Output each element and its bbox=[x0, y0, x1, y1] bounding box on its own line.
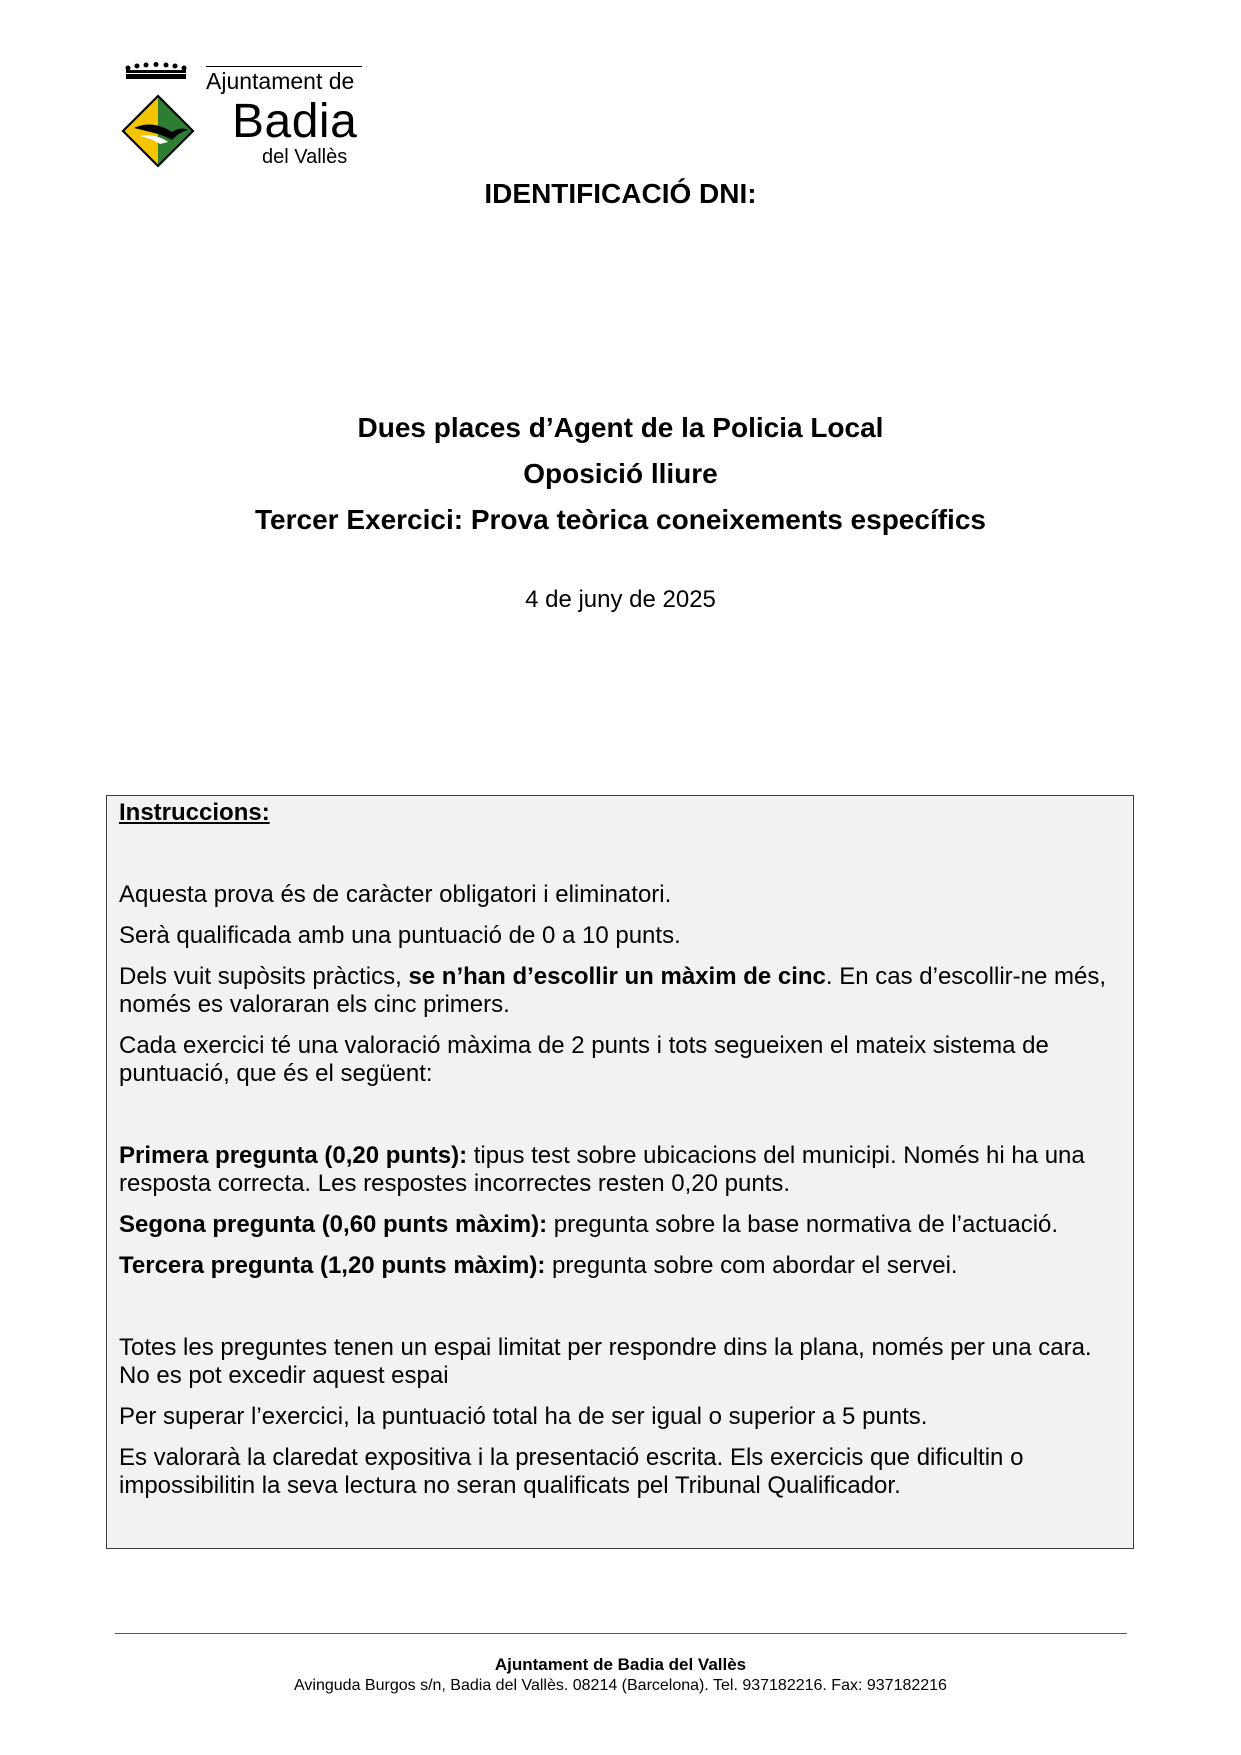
exam-date: 4 de juny de 2025 bbox=[525, 586, 716, 613]
coat-of-arms-icon bbox=[120, 62, 210, 172]
instruction-paragraph bbox=[119, 963, 1121, 1019]
title-line-2: Oposició lliure bbox=[523, 458, 718, 489]
id-field-label: IDENTIFICACIÓ DNI: bbox=[484, 178, 757, 209]
text-run: tipus test sobre ubicacions del municipi. Només hi ha una resposta correcta. Les respostes incorrectes resten 0,20 punts. bbox=[119, 1142, 1085, 1197]
question-label: Primera pregunta (0,20 punts): bbox=[119, 1142, 468, 1169]
instruction-paragraph: Aquesta prova és de caràcter obligatori i eliminatori. bbox=[119, 881, 672, 908]
title-line-1: Dues places d’Agent de la Policia Local bbox=[357, 412, 884, 443]
instructions-heading: Instruccions: bbox=[119, 799, 270, 826]
instruction-paragraph: Per superar l’exercici, la puntuació total ha de ser igual o superior a 5 punts. bbox=[119, 1403, 928, 1430]
municipal-logo bbox=[120, 62, 365, 172]
emphasis-text: se n’han d’escollir un màxim de cinc bbox=[408, 963, 826, 990]
instructions-box bbox=[106, 795, 1134, 1549]
instruction-paragraph: Totes les preguntes tenen un espai limitat per respondre dins la plana, només per una cara. No es pot excedir aquest espai bbox=[119, 1334, 1092, 1389]
footer-address: Avinguda Burgos s/n, Badia del Vallès. 08214 (Barcelona). Tel. 937182216. Fax: 937182216 bbox=[294, 1677, 947, 1694]
exam-titles bbox=[0, 405, 1241, 543]
logo-text-del-valles: del Vallès bbox=[262, 146, 348, 168]
question-3-rule bbox=[119, 1252, 1121, 1280]
question-label: Segona pregunta (0,60 punts màxim): bbox=[119, 1211, 548, 1238]
text-run: Dels vuit supòsits pràctics, bbox=[119, 963, 409, 990]
question-2-rule bbox=[119, 1211, 1121, 1239]
text-run: . En cas d’escollir-ne més, només es valoraran els cinc primers. bbox=[119, 963, 1107, 1018]
instruction-paragraph: Es valorarà la claredat expositiva i la presentació escrita. Els exercicis que dificultin o impossibilitin la seva lectura no seran qualificats pel Tribunal Qualificador. bbox=[119, 1444, 1024, 1499]
instruction-paragraph: Cada exercici té una valoració màxima de 2 punts i tots segueixen el mateix sistema de puntuació, que és el següent: bbox=[119, 1032, 1049, 1087]
footer-divider bbox=[115, 1633, 1127, 1634]
text-run: pregunta sobre la base normativa de l’actuació. bbox=[547, 1211, 1059, 1238]
title-line-3: Tercer Exercici: Prova teòrica coneixements específics bbox=[255, 504, 986, 535]
question-1-rule bbox=[119, 1142, 1121, 1198]
logo-text-ajuntament: Ajuntament de bbox=[206, 66, 362, 94]
logo-text-badia: Badia bbox=[232, 95, 358, 148]
text-run: pregunta sobre com abordar el servei. bbox=[545, 1252, 958, 1279]
question-label: Tercera pregunta (1,20 punts màxim): bbox=[119, 1252, 546, 1279]
footer-name: Ajuntament de Badia del Vallès bbox=[494, 1655, 747, 1674]
instruction-paragraph: Serà qualificada amb una puntuació de 0 a 10 punts. bbox=[119, 922, 681, 949]
